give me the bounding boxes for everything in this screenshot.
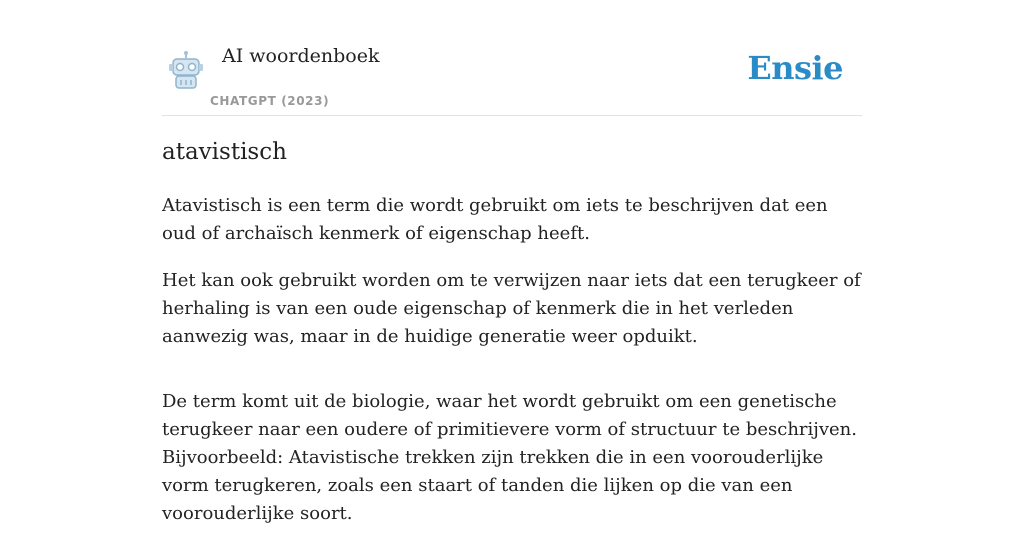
brand-logo[interactable]: Ensie <box>747 49 843 87</box>
definition-paragraph: Het kan ook gebruikt worden om te verwijzen naar iets dat een terugkeer of herhaling is van een oude eigenschap of kenmerk die in het verleden aanwezig was, maar in de huidige generatie weer opduikt. <box>162 270 861 347</box>
page <box>162 0 862 524</box>
source-subtitle: CHATGPT (2023) <box>210 94 330 108</box>
definition-paragraph: Atavistisch is een term die wordt gebruikt om iets te beschrijven dat een oud of archaïsch kenmerk of eigenschap heeft. <box>162 195 828 244</box>
source-title[interactable]: AI woordenboek <box>222 45 380 67</box>
definition <box>162 192 862 547</box>
header <box>162 0 862 116</box>
headword: atavistisch <box>162 139 287 165</box>
robot-icon <box>165 50 207 92</box>
definition-paragraph: De term komt uit de biologie, waar het wordt gebruikt om een genetische terugkeer naar een oudere of primitievere vorm of structuur te beschrijven. Bijvoorbeeld: Atavistische trekken zijn trekken die in een voorouderlijke vorm terugkeren, zoals een staart of tanden die lijken op die van een voorouderlijke soort. <box>162 391 857 524</box>
